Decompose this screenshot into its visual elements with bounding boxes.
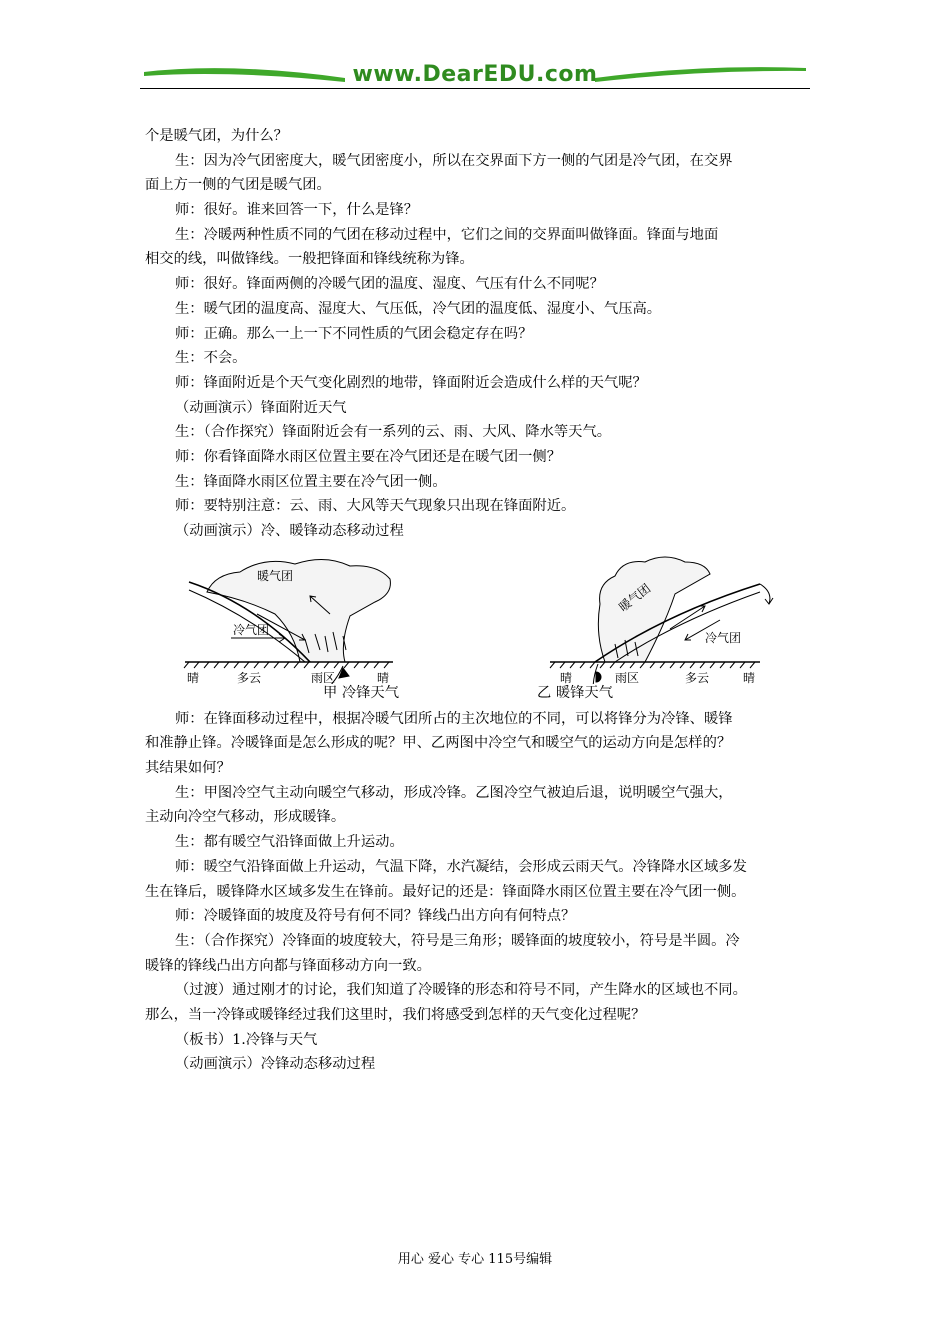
cold-front-sunny-left: 晴 (187, 670, 200, 684)
warm-front-cold-air-label: 冷气团 (705, 630, 742, 645)
paragraph-line: 师：在锋面移动过程中，根据冷暖气团所占的主次地位的不同，可以将锋分为冷锋、暖锋 (175, 710, 733, 727)
paragraph-line: （过渡）通过刚才的讨论，我们知道了冷暖锋的形态和符号不同，产生降水的区域也不同。 (175, 982, 747, 999)
paragraph-line: （动画演示）冷、暖锋动态移动过程 (175, 523, 404, 539)
page-body (145, 124, 808, 1077)
warm-front-sunny-right: 晴 (743, 670, 756, 684)
paragraph-line: 生：暖气团的温度高、湿度大、气压低，冷气团的温度低、湿度小、气压高。 (175, 300, 662, 317)
front-weather-figure (145, 544, 808, 707)
paragraph-line: （板书）1.冷锋与天气 (175, 1031, 318, 1048)
warm-front-rain: 雨区 (615, 670, 640, 684)
paragraph-line: 生：锋面降水雨区位置主要在冷气团一侧。 (175, 473, 447, 490)
paragraph-line: 师：很好。谁来回答一下，什么是锋？ (175, 202, 419, 219)
paragraph-line: 个是暖气团，为什么？ (145, 128, 288, 144)
paragraph-line: 生：不会。 (175, 350, 247, 367)
paragraph-line: 那么，当一冷锋或暖锋经过我们这里时，我们将感受到怎样的天气变化过程呢？ (145, 1006, 646, 1023)
paragraph-line: 师：锋面附近是个天气变化剧烈的地带，锋面附近会造成什么样的天气呢？ (175, 374, 647, 391)
warm-front-sunny-left: 晴 (560, 670, 573, 684)
page-footer: 用心 爱心 专心 115号编辑 (397, 1252, 553, 1267)
paragraph-line: （动画演示）锋面附近天气 (175, 399, 347, 416)
header-brand: www.DearEDU.com (352, 62, 598, 87)
paragraph-line: 生：（合作探究）冷锋面的坡度较大，符号是三角形；暖锋面的坡度较小，符号是半圆。冷 (175, 932, 740, 949)
paragraph-line: 生：（合作探究）锋面附近会有一系列的云、雨、大风、降水等天气。 (175, 424, 612, 441)
cold-front-sunny-right: 晴 (377, 670, 390, 684)
paragraph-line: 相交的线，叫做锋线。一般把锋面和锋线统称为锋。 (145, 251, 474, 268)
paragraph-line: 师：正确。那么一上一下不同性质的气团会稳定存在吗？ (175, 325, 533, 342)
cold-front-warm-air-label: 暖气团 (257, 568, 294, 583)
header-rule (140, 88, 810, 89)
paragraph-line: 生：冷暖两种性质不同的气团在移动过程中，它们之间的交界面叫做锋面。锋面与地面 (175, 226, 719, 243)
cold-front-cloudy: 多云 (237, 670, 262, 684)
warm-front-diagram (550, 557, 773, 684)
paragraph-line: 其结果如何？ (145, 760, 231, 777)
paragraph-line: 师：冷暖锋面的坡度及符号有何不同？锋线凸出方向有何特点？ (175, 908, 576, 925)
cold-front-rain: 雨区 (311, 670, 336, 684)
paragraph-line: 师：很好。锋面两侧的冷暖气团的温度、湿度、气压有什么不同呢？ (175, 276, 604, 293)
paragraph-line: 生：因为冷气团密度大，暖气团密度小，所以在交界面下方一侧的气团是冷气团，在交界 (175, 152, 733, 169)
paragraph-line: 生：甲图冷空气主动向暖空气移动，形成冷锋。乙图冷空气被迫后退，说明暖空气强大， (175, 784, 733, 801)
warm-front-caption: 乙 暖锋天气 (537, 684, 614, 701)
paragraph-line: 师：要特别注意：云、雨、大风等天气现象只出现在锋面附近。 (175, 498, 576, 515)
paragraph-line: 面上方一侧的气团是暖气团。 (145, 177, 331, 194)
paragraph-line: 生：都有暖空气沿锋面做上升运动。 (175, 834, 404, 851)
cold-front-cold-air-label: 冷气团 (233, 622, 270, 637)
paragraph-line: 暖锋的锋线凸出方向都与锋面移动方向一致。 (145, 957, 431, 974)
paragraph-line: 师：你看锋面降水雨区位置主要在冷气团还是在暖气团一侧？ (175, 448, 562, 465)
warm-front-cloudy: 多云 (685, 670, 710, 684)
paragraph-line: 师：暖空气沿锋面做上升运动，气温下降，水汽凝结，会形成云雨天气。冷锋降水区域多发 (175, 858, 747, 875)
paragraph-line: （动画演示）冷锋动态移动过程 (175, 1056, 376, 1073)
cold-front-caption: 甲 冷锋天气 (323, 684, 400, 701)
paragraph-line: 和准静止锋。冷暖锋面是怎么形成的呢？甲、乙两图中冷空气和暖空气的运动方向是怎样的？ (145, 735, 732, 752)
warm-front-warm-air-label: 暖气团 (616, 580, 654, 615)
paragraph-line: 主动向冷空气移动，形成暖锋。 (145, 809, 346, 826)
front-diagrams (145, 544, 808, 684)
paragraph-line: 生在锋后，暖锋降水区域多发生在锋前。最好记的还是：锋面降水雨区位置主要在冷气团一侧。 (145, 883, 746, 900)
page-header (140, 58, 810, 94)
